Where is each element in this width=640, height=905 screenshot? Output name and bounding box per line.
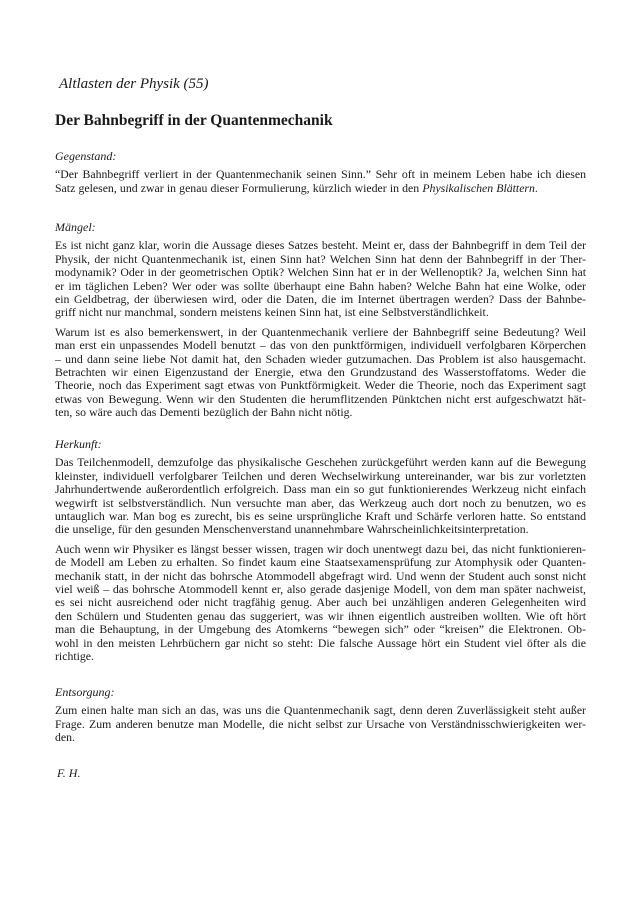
text-line: er im täglichen Leben? Wer oder was sollte überhaupt eine Bahn haben? Welche Bahn hat eine Wolke, oder — [55, 278, 586, 293]
section-heading: Entsorgung: — [55, 685, 115, 699]
text-line: Auch wenn wir Physiker es längst besser wissen, tragen wir doch unentwegt dazu bei, das nicht funktionieren- — [55, 541, 586, 556]
text-line: ten, so wäre auch das Dementi bezüglich der Bahn nicht nötig. — [55, 405, 353, 420]
text-line: Frage. Zum anderen benutze man Modelle, die nicht selbst zur Ursache von Verständnisschwierigkeiten wer- — [55, 716, 586, 731]
text-line: Theorie, noch das Experiment sagt etwas von Punktförmigkeit. Weder die Theorie, noch das Experiment sagt — [55, 378, 586, 393]
series-header: Altlasten der Physik (55) — [59, 76, 209, 92]
text-line: kleinster, individuell verfolgbarer Teilchen und deren Wechselwirkung untereinander, war bis zur vorletzten — [55, 468, 586, 483]
text-line: Zum einen halte man sich an das, was uns die Quantenmechanik sagt, denn deren Zuverlässigkeit steht außer — [55, 703, 586, 718]
text-line: es sei nicht ausreichend oder nicht tragfähig genug. Aber auch bei unzähligen anderen Gelegenheiten wird — [55, 595, 586, 610]
text-line: Satz gelesen, und zwar in genau dieser Formulierung, kürzlich wieder in den Physikalischen Blättern. — [55, 180, 538, 195]
text-line: Es ist nicht ganz klar, worin die Aussage dieses Satzes besteht. Meint er, dass der Bahnbegriff in dem Teil der — [55, 238, 586, 253]
paragraph — [55, 239, 586, 319]
text-line: wegwirft ist selbstverständlich. Nun versuchte man aber, das Werkzeug auch dort noch zu benutzen, wo es — [55, 495, 586, 510]
text-line: die unselige, für den gesunden Menschenverstand unannehmbare Wahrscheinlichkeitsinterpretation. — [55, 522, 529, 537]
text-line: modynamik? Oder in der geometrischen Optik? Welchen Sinn hat er in der Wellenoptik? Ja, welchen Sinn hat — [55, 265, 586, 280]
text-line: “Der Bahnbegriff verliert in der Quantenmechanik seinen Sinn.” Sehr oft in meinem Leben habe ich diesen — [55, 167, 586, 182]
text-line: man die Behauptung, in der Umgebung des Atomkerns “bewegen sich” oder “kreisen” die Elektronen. Ob- — [55, 622, 586, 637]
text-line: den. — [55, 730, 75, 745]
section-maengel — [55, 221, 586, 426]
text-line: Warum ist es also bemerkenswert, in der Quantenmechanik verliere der Bahnbegriff seine Bedeutung? Weil — [55, 324, 586, 339]
text-line: Das Teilchenmodell, demzufolge das physikalische Geschehen zurückgeführt werden kann auf die Bewegung — [55, 455, 586, 470]
text-line: mechanik statt, in der nicht das bohrsche Atommodell abgefragt wird. Und wenn der Student auch sonst nicht — [55, 568, 586, 583]
section-heading: Gegenstand: — [55, 149, 117, 163]
section-heading: Mängel: — [55, 220, 96, 234]
text-line: wohl in den meisten Lehrbüchern gar nicht so steht: Die falsche Aussage hört ein Student viel öfter als die — [55, 635, 586, 650]
text-line: Jahrhundertwende außerordentlich erfolgreich. Dass man ein so gut funktionierendes Werkzeug nicht einfach — [55, 482, 586, 497]
text-line: – und dann seine liebe Not damit hat, den Schaden wieder gutzumachen. Das Problem ist also hausgemacht. — [55, 351, 586, 366]
paragraph — [55, 456, 586, 536]
paragraph — [55, 326, 586, 420]
text-line: untauglich war. Man bog es zurecht, bis es seine ursprüngliche Kraft und Schärfe verloren hatte. So entstand — [55, 509, 586, 524]
italic-text: Physikalischen Blättern — [422, 180, 535, 195]
author-signature: F. H. — [57, 766, 81, 780]
section-herkunft — [55, 438, 586, 670]
text-line: ein Geldbetrag, der überwiesen wird, oder die Daten, die im Internet übertragen werden? Dass der Bahnbe- — [55, 292, 586, 307]
paragraph — [55, 543, 586, 664]
section-gegenstand — [55, 150, 586, 201]
paragraph — [55, 168, 586, 195]
text-line: viel weiß – das bohrsche Atommodell kennt er, also gerade dasjenige Modell, von dem man später nachweist, — [55, 582, 586, 597]
text-line: etwas von Bewegung. Wenn wir den Studenten die herumflitzenden Pünktchen nicht erst aufgeschwatzt hät- — [55, 391, 586, 406]
article-title: Der Bahnbegriff in der Quantenmechanik — [55, 112, 333, 129]
text-line: de Modell am Leben zu erhalten. So findet kaum eine Staatsexamensprüfung zur Atomphysik oder Quanten- — [55, 555, 586, 570]
text-line: richtige. — [55, 649, 94, 664]
text-line: den Schülern und Studenten genau das suggeriert, was wir ihnen eigentlich austreiben wollten. Wie oft hört — [55, 608, 586, 623]
section-heading: Herkunft: — [55, 437, 102, 451]
text-line: Betrachten wir einen Eigenzustand der Energie, etwa den Grundzustand des Wasserstoffatoms. Weder die — [55, 365, 586, 380]
text-line: griff nicht nur manchmal, sondern meistens keinen Sinn hat, ist eine Selbstverständlichkeit. — [55, 305, 489, 320]
text-line: man erst ein unpassendes Modell benutzt – das von den punktförmigen, individuell verfolgbaren Körperchen — [55, 338, 586, 353]
section-entsorgung — [55, 686, 586, 751]
paragraph — [55, 704, 586, 744]
text-line: Physik, der nicht Quantenmechanik ist, einen Sinn hat? Welchen Sinn hat denn der Bahnbegriff in der Ther- — [55, 251, 586, 266]
